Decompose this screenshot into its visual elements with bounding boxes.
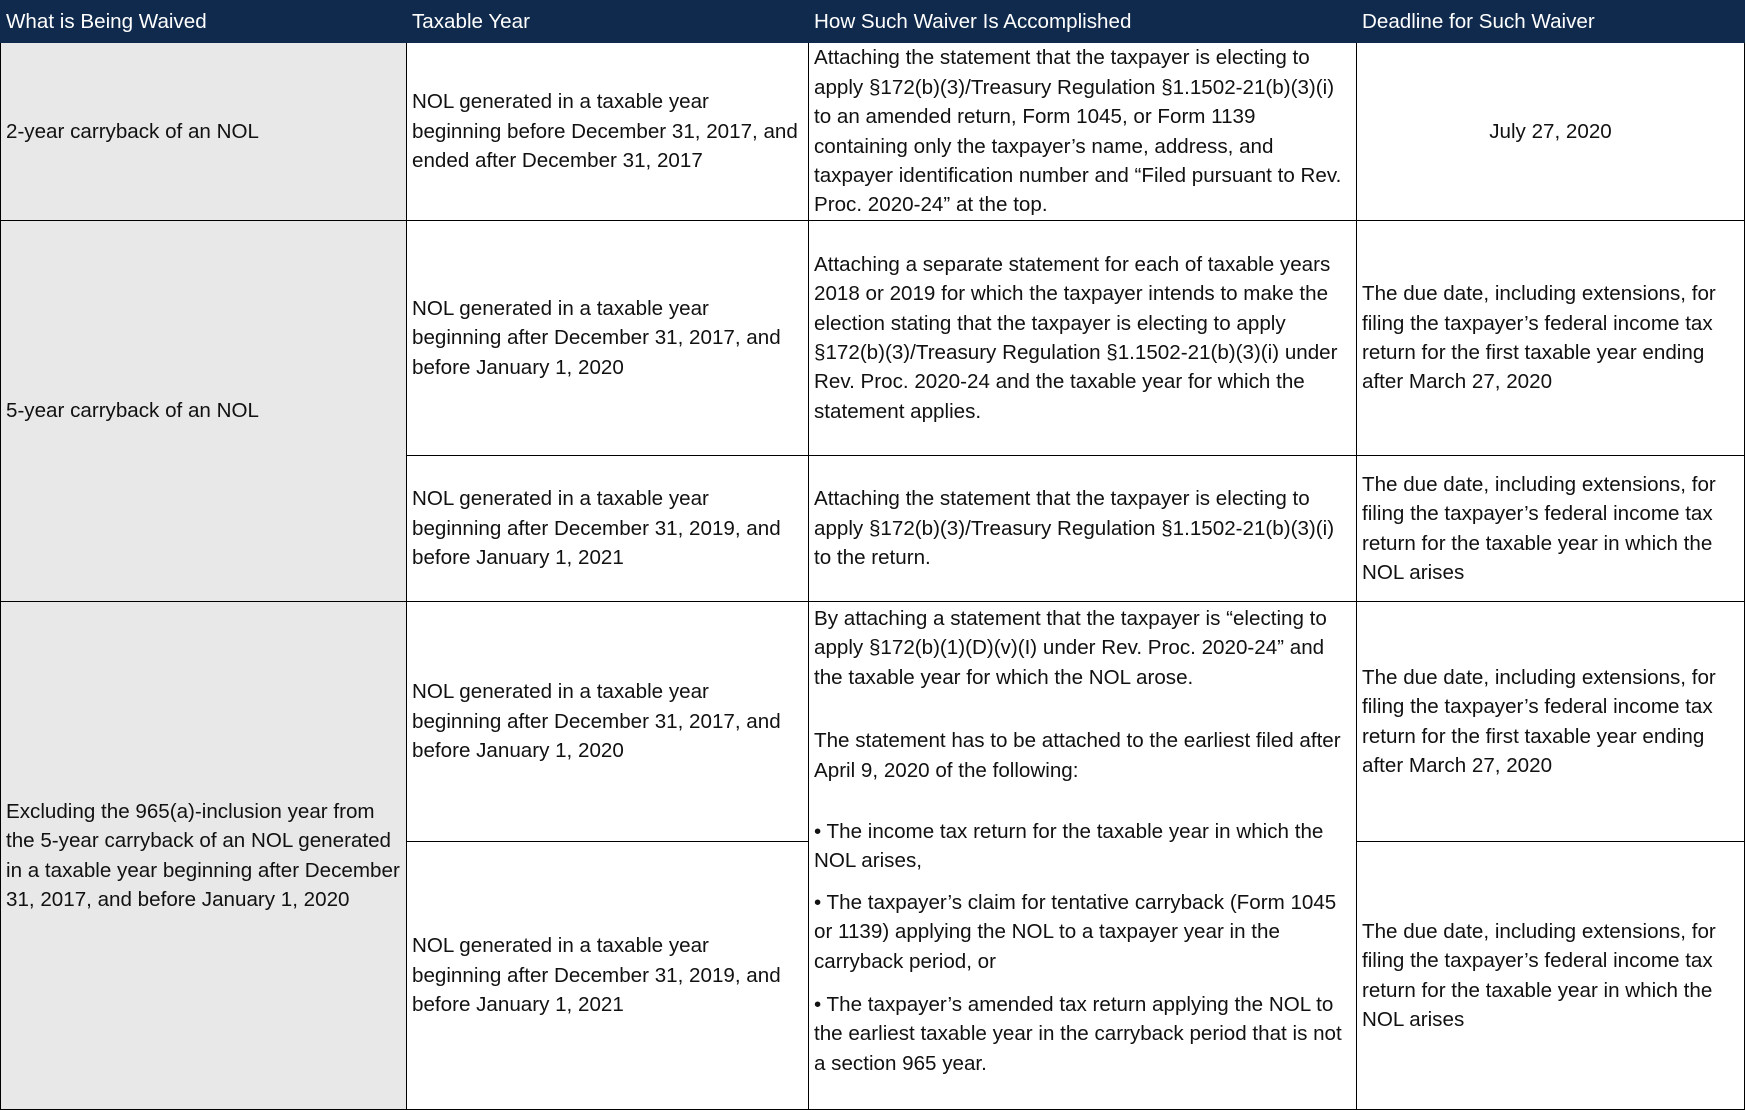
- deadline-cell: The due date, including extensions, for filing the taxpayer’s federal income tax return for the taxable year in which the NOL arises: [1357, 842, 1745, 1110]
- taxable-year-cell: NOL generated in a taxable year beginning after December 31, 2019, and before January 1, 2021: [407, 456, 809, 602]
- taxable-year-cell: NOL generated in a taxable year beginning after December 31, 2017, and before January 1, 2020: [407, 602, 809, 842]
- taxable-year-cell: NOL generated in a taxable year beginning after December 31, 2017, and before January 1, 2020: [407, 221, 809, 456]
- header-how-accomplished: How Such Waiver Is Accomplished: [809, 1, 1357, 43]
- header-deadline: Deadline for Such Waiver: [1357, 1, 1745, 43]
- how-bullet: • The income tax return for the taxable year in which the NOL arises,: [814, 820, 1324, 873]
- how-cell: Attaching a separate statement for each of taxable years 2018 or 2019 for which the taxpayer intends to make the election stating that the taxpayer is electing to apply §172(b)(3)/Treasury Regulation §1.1502-21(b)(3)(i) under Rev. Proc. 2020-24 and the taxable year for which the statement applies.: [809, 221, 1357, 456]
- deadline-cell: The due date, including extensions, for filing the taxpayer’s federal income tax return for the taxable year in which the NOL arises: [1357, 456, 1745, 602]
- taxable-year-cell: NOL generated in a taxable year beginning before December 31, 2017, and ended after December 31, 2017: [407, 43, 809, 221]
- taxable-year-cell: NOL generated in a taxable year beginning after December 31, 2019, and before January 1, 2021: [407, 842, 809, 1110]
- how-bullet: • The taxpayer’s amended tax return applying the NOL to the earliest taxable year in the carryback period that is not a section 965 year.: [814, 993, 1342, 1075]
- table-row: [1, 221, 1745, 456]
- how-paragraph: By attaching a statement that the taxpayer is “electing to apply §172(b)(1)(D)(v)(I) under Rev. Proc. 2020-24” and the taxable year for which the NOL arose.: [814, 607, 1327, 689]
- header-what-is-being-waived: What is Being Waived: [1, 1, 407, 43]
- how-cell: [809, 602, 1357, 1110]
- how-bullet: • The taxpayer’s claim for tentative carryback (Form 1045 or 1139) applying the NOL to a taxpayer year in the carryback period, or: [814, 890, 1337, 973]
- table-row: [1, 43, 1745, 221]
- waived-cell: Excluding the 965(a)-inclusion year from the 5-year carryback of an NOL generated in a taxable year beginning after December 31, 2017, and before January 1, 2020: [1, 602, 407, 1110]
- header-taxable-year: Taxable Year: [407, 1, 809, 43]
- deadline-cell: The due date, including extensions, for filing the taxpayer’s federal income tax return for the first taxable year ending after March 27, 2020: [1357, 602, 1745, 842]
- deadline-cell: July 27, 2020: [1357, 43, 1745, 221]
- waived-cell: 5-year carryback of an NOL: [1, 221, 407, 602]
- how-cell: Attaching the statement that the taxpayer is electing to apply §172(b)(3)/Treasury Regulation §1.1502-21(b)(3)(i) to the return.: [809, 456, 1357, 602]
- table-row: [1, 602, 1745, 842]
- waived-cell: 2-year carryback of an NOL: [1, 43, 407, 221]
- deadline-cell: The due date, including extensions, for filing the taxpayer’s federal income tax return for the first taxable year ending after March 27, 2020: [1357, 221, 1745, 456]
- how-cell: Attaching the statement that the taxpayer is electing to apply §172(b)(3)/Treasury Regulation §1.1502-21(b)(3)(i) to an amended return, Form 1045, or Form 1139 containing only the taxpayer’s name, address, and taxpayer identification number and “Filed pursuant to Rev. Proc. 2020-24” at the top.: [809, 43, 1357, 221]
- how-paragraph: The statement has to be attached to the earliest filed after April 9, 2020 of the following:: [814, 729, 1341, 782]
- header-row: [1, 1, 1745, 43]
